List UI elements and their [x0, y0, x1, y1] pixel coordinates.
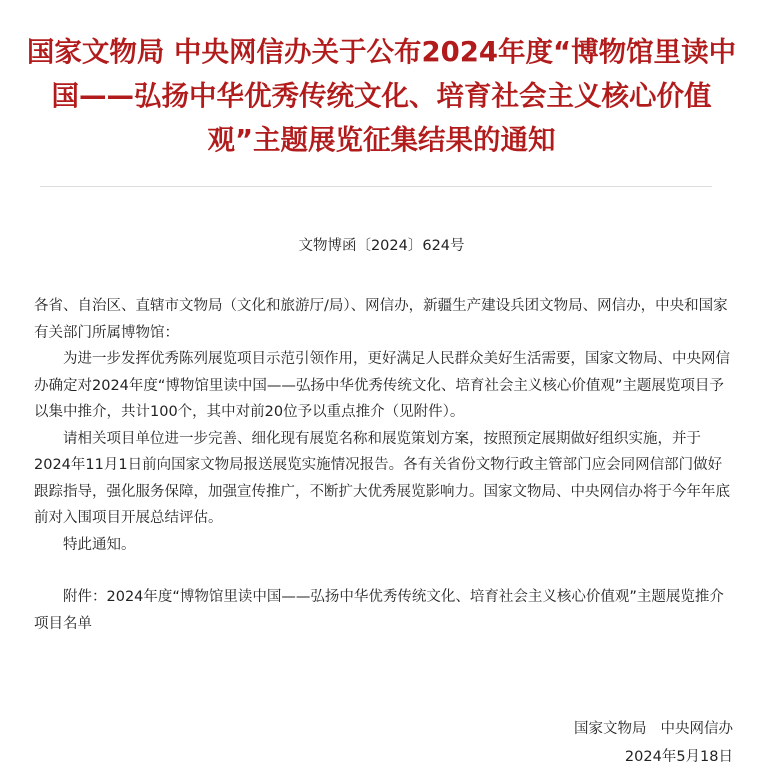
closing-line: 特此通知。 [63, 536, 136, 553]
issue-date: 2024年5月18日 [624, 749, 733, 765]
signatory: 国家文物局 [574, 721, 647, 737]
notice-title: 国家文物局 中央网信办关于公布2024年度“博物馆里读中国——弘扬中华优秀传统文化、培育社会主义核心价值观”主题展览征集结果的通知 [26, 36, 737, 156]
recipients: 各省、自治区、直辖市文物局（文化和旅游厅/局）、网信办，新疆生产建设兵团文物局、网信办，中央和国家有关部门所属博物馆： [34, 298, 728, 341]
attachment-note: 附件：2024年度“博物馆里读中国——弘扬中华优秀传统文化、培育社会主义核心价值观”主题展览推介项目名单 [34, 589, 724, 632]
document-number: 文物博函〔2024〕624号 [298, 238, 465, 254]
paragraph: 为进一步发挥优秀陈列展览项目示范引领作用，更好满足人民群众美好生活需要，国家文物局、中央网信办确定对2024年度“博物馆里读中国——弘扬中华优秀传统文化、培育社会主义核心价值观”主题展览项目予以集中推介，共计100个，其中对前20位予以重点推介（见附件）。 [34, 351, 730, 420]
title-divider [40, 186, 712, 187]
notice-body [34, 293, 733, 637]
paragraph: 请相关项目单位进一步完善、细化现有展览名称和展览策划方案，按照预定展期做好组织实施，并于2024年11月1日前向国家文物局报送展览实施情况报告。各有关省份文物行政主管部门应会同网信部门做好跟踪指导，强化服务保障，加强宣传推广，不断扩大优秀展览影响力。国家文物局、中央网信办将于今年年底前对入围项目开展总结评估。 [34, 430, 730, 526]
signatory: 中央网信办 [660, 721, 733, 737]
signature-block [574, 715, 733, 771]
signatory-orgs [574, 715, 733, 743]
